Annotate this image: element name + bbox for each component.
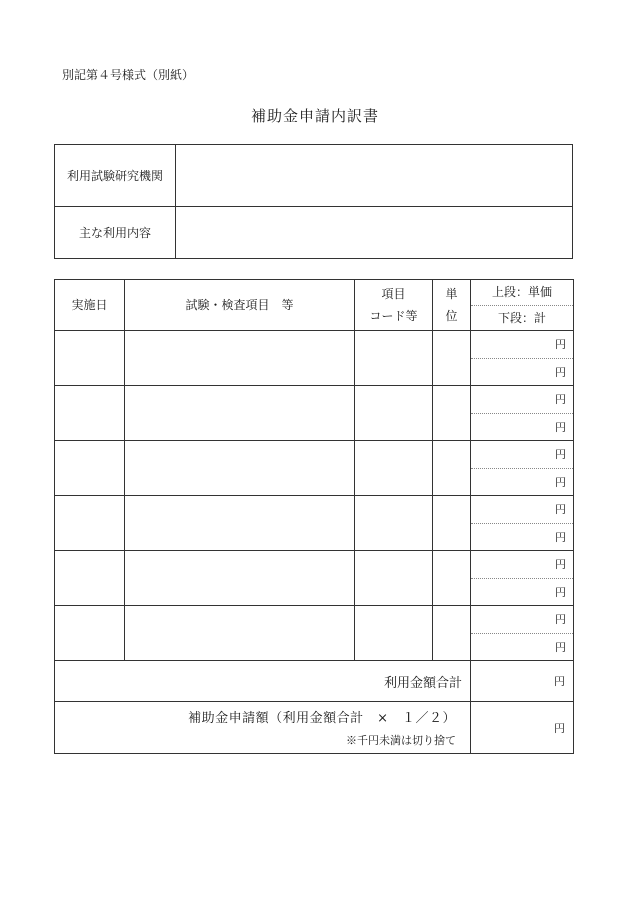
form-reference: 別記第４号様式（別紙）: [62, 68, 195, 82]
unit-price-yen: 円: [471, 606, 573, 634]
total-row: [55, 661, 574, 702]
unit-cell[interactable]: [433, 386, 471, 441]
header-price-top: 上段：単価: [471, 280, 573, 306]
subtotal-yen: 円: [555, 530, 566, 544]
apply-label: 補助金申請額（利用金額合計 × １／２）: [188, 711, 456, 726]
expense-breakdown-table: [54, 279, 574, 754]
unit-cell[interactable]: [433, 496, 471, 551]
institution-field[interactable]: [176, 145, 573, 207]
unit-price-yen: 円: [471, 331, 573, 359]
total-label: 利用金額合計: [55, 661, 471, 702]
unit-price-yen: 円: [471, 496, 573, 524]
apply-amount-cell[interactable]: 円: [471, 702, 574, 754]
rounding-note: ※千円未満は切り捨て: [346, 734, 456, 747]
code-cell[interactable]: [355, 441, 433, 496]
item-cell[interactable]: [125, 331, 355, 386]
item-cell[interactable]: [125, 386, 355, 441]
item-cell[interactable]: [125, 496, 355, 551]
header-price-bottom: 下段：計: [497, 310, 546, 325]
unit-cell[interactable]: [433, 551, 471, 606]
table-row: [55, 386, 574, 441]
page-title: 補助金申請内訳書: [250, 107, 379, 125]
header-price: [471, 280, 574, 331]
unit-cell[interactable]: [433, 331, 471, 386]
unit-price-yen: 円: [471, 386, 573, 414]
table-header-row: [55, 280, 574, 331]
date-cell[interactable]: [55, 551, 125, 606]
content-field[interactable]: [176, 207, 573, 259]
header-unit-line1: 単: [445, 287, 458, 301]
subtotal-yen: 円: [555, 585, 566, 599]
code-cell[interactable]: [355, 331, 433, 386]
price-cell[interactable]: [471, 386, 574, 441]
date-cell[interactable]: [55, 496, 125, 551]
header-code-line2: コード等: [369, 309, 418, 323]
price-cell[interactable]: [471, 441, 574, 496]
unit-price-yen: 円: [471, 551, 573, 579]
code-cell[interactable]: [355, 606, 433, 661]
unit-cell[interactable]: [433, 606, 471, 661]
header-unit-line2: 位: [445, 309, 458, 323]
code-cell[interactable]: [355, 496, 433, 551]
table-row: [55, 606, 574, 661]
subtotal-yen: 円: [555, 475, 566, 489]
price-cell[interactable]: [471, 551, 574, 606]
item-cell[interactable]: [125, 551, 355, 606]
item-cell[interactable]: [125, 606, 355, 661]
institution-label: 利用試験研究機関: [55, 145, 176, 207]
date-cell[interactable]: [55, 441, 125, 496]
header-code-line1: 項目: [381, 287, 406, 301]
applicant-info-table: [54, 144, 573, 259]
price-cell[interactable]: [471, 606, 574, 661]
unit-price-yen: 円: [471, 441, 573, 469]
code-cell[interactable]: [355, 551, 433, 606]
header-date: 実施日: [55, 280, 125, 331]
price-cell[interactable]: [471, 331, 574, 386]
price-cell[interactable]: [471, 496, 574, 551]
code-cell[interactable]: [355, 386, 433, 441]
header-unit: [433, 280, 471, 331]
content-label: 主な利用内容: [55, 207, 176, 259]
date-cell[interactable]: [55, 331, 125, 386]
date-cell[interactable]: [55, 606, 125, 661]
subtotal-yen: 円: [555, 420, 566, 434]
table-row: [55, 551, 574, 606]
subtotal-yen: 円: [555, 640, 566, 654]
item-cell[interactable]: [125, 441, 355, 496]
header-item: 試験・検査項目 等: [125, 280, 355, 331]
header-code: [355, 280, 433, 331]
table-row: [55, 331, 574, 386]
subtotal-yen: 円: [555, 365, 566, 379]
unit-cell[interactable]: [433, 441, 471, 496]
date-cell[interactable]: [55, 386, 125, 441]
table-row: [55, 441, 574, 496]
table-row: [55, 496, 574, 551]
apply-label-cell: [55, 702, 471, 754]
apply-row: [55, 702, 574, 754]
total-amount-cell[interactable]: 円: [471, 661, 574, 702]
